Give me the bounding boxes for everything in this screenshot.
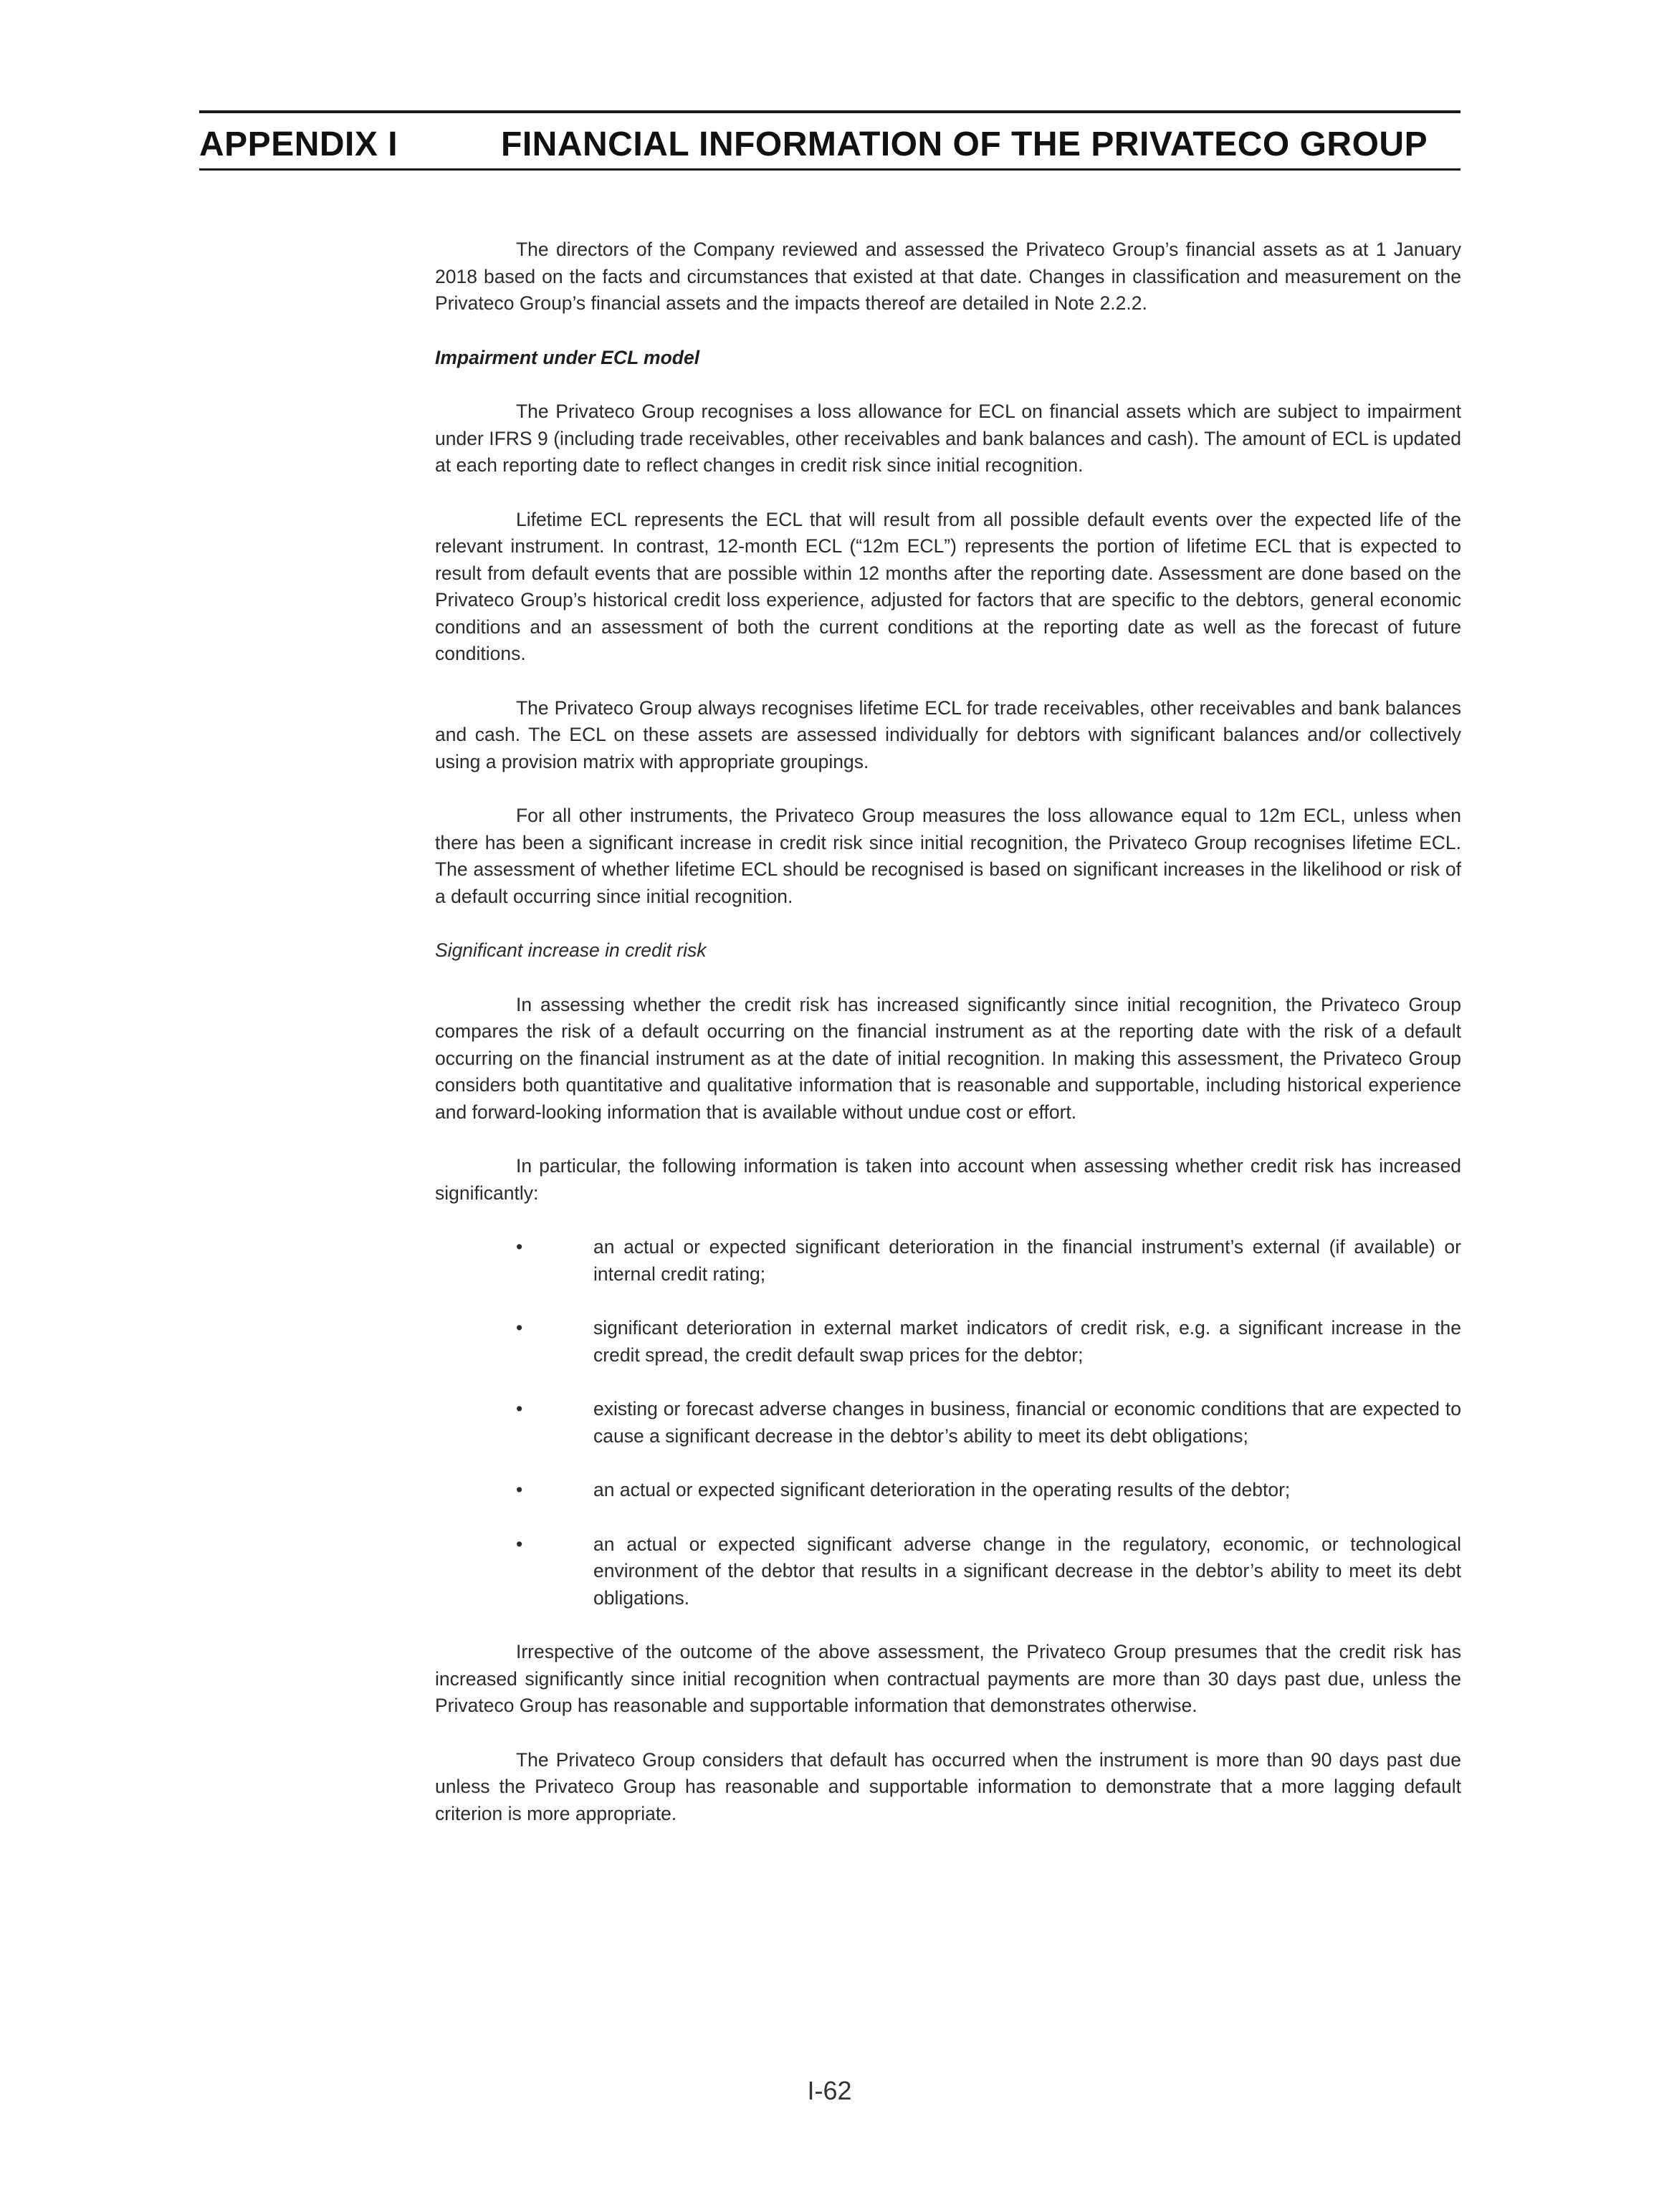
document-body: [435, 236, 1461, 1854]
list-item: [435, 1531, 1461, 1612]
appendix-label: APPENDIX I: [199, 125, 398, 163]
list-item: [435, 1234, 1461, 1288]
paragraph-assessing-risk: In assessing whether the credit risk has increased significantly since initial recognition, the Privateco Group compares the risk of a default occurring on the financial instrument as at the reporting date with the risk of a default occurring on the financial instrument as at the date of initial recognition. In making this assessment, the Privateco Group considers both quantitative and qualitative information that is reasonable and supportable, including historical experience and forward-looking information that is available without undue cost or effort.: [435, 993, 1461, 1123]
paragraph-lifetime-ecl: Lifetime ECL represents the ECL that will result from all possible default events over the expected life of the relevant instrument. In contrast, 12-month ECL (“12m ECL”) represents the portion of lifetime ECL that is expected to result from default events that are possible within 12 months after the reporting date. Assessment are done based on the Privateco Group’s historical credit loss experience, adjusted for factors that are specific to the debtors, general economic conditions and an assessment of both the current conditions at the reporting date as well as the forecast of future conditions.: [435, 508, 1461, 664]
bullet-icon: •: [516, 1533, 523, 1555]
paragraph-default-90: The Privateco Group considers that default has occurred when the instrument is more than 90 days past due unless the Privateco Group has reasonable and supportable information to demonstrate that a more lagging default criterion is more appropriate.: [435, 1748, 1461, 1824]
bullet-icon: •: [516, 1236, 523, 1258]
paragraph-past-due-30: Irrespective of the outcome of the above assessment, the Privateco Group presumes that the credit risk has increased significantly since initial recognition when contractual payments are more than 30 days past due, unless the Privateco Group has reasonable and supportable information that demonstrates otherwise.: [435, 1641, 1461, 1716]
bullet-icon: •: [516, 1479, 523, 1500]
list-item-text: an actual or expected significant deterioration in the operating results of the debtor;: [593, 1479, 1291, 1500]
page-title: FINANCIAL INFORMATION OF THE PRIVATECO GROUP: [501, 125, 1428, 163]
paragraph-trade-receivables: The Privateco Group always recognises lifetime ECL for trade receivables, other receivables and bank balances and cash. The ECL on these assets are assessed individually for debtors with significant balances and/or collectively using a provision matrix with appropriate groupings.: [435, 696, 1461, 772]
list-item: [435, 1315, 1461, 1369]
page-number: I-62: [807, 2076, 852, 2105]
list-item: [435, 1396, 1461, 1450]
bullet-icon: •: [516, 1317, 523, 1339]
list-item-text: existing or forecast adverse changes in business, financial or economic conditions that are expected to cause a significant decrease in the debtor’s ability to meet its debt obligations;: [593, 1398, 1461, 1447]
page-header: [199, 110, 1460, 171]
list-item: [435, 1477, 1461, 1504]
bullet-icon: •: [516, 1398, 523, 1419]
list-item-text: an actual or expected significant adverse change in the regulatory, economic, or technological environment of the debtor that results in a significant decrease in the debtor’s ability to meet its debt obligations.: [593, 1533, 1461, 1609]
paragraph-loss-allowance: The Privateco Group recognises a loss allowance for ECL on financial assets which are subject to impairment under IFRS 9 (including trade receivables, other receivables and bank balances and cash). The amount of ECL is updated at each reporting date to reflect changes in credit risk since initial recognition.: [435, 401, 1461, 476]
subheading-credit-risk: Significant increase in credit risk: [435, 939, 707, 961]
paragraph-intro: The directors of the Company reviewed and assessed the Privateco Group’s financial assets as at 1 January 2018 based on the facts and circumstances that existed at that date. Changes in classification and measurement on the Privateco Group’s financial assets and the impacts thereof are detailed in Note 2.2.2.: [435, 239, 1461, 314]
section-heading-impairment: Impairment under ECL model: [435, 346, 700, 368]
criteria-list: [435, 1234, 1461, 1612]
list-item-text: an actual or expected significant deterioration in the financial instrument’s external (if available) or internal credit rating;: [593, 1236, 1461, 1285]
list-item-text: significant deterioration in external market indicators of credit risk, e.g. a significant increase in the credit spread, the credit default swap prices for the debtor;: [593, 1317, 1461, 1366]
paragraph-in-particular: In particular, the following information is taken into account when assessing whether credit risk has increased significantly:: [435, 1155, 1461, 1204]
paragraph-other-instruments: For all other instruments, the Privateco Group measures the loss allowance equal to 12m ECL, unless when there has been a significant increase in credit risk since initial recognition, the Privateco Group recognises lifetime ECL. The assessment of whether lifetime ECL should be recognised is based on significant increases in the likelihood or risk of a default occurring since initial recognition.: [435, 805, 1461, 907]
